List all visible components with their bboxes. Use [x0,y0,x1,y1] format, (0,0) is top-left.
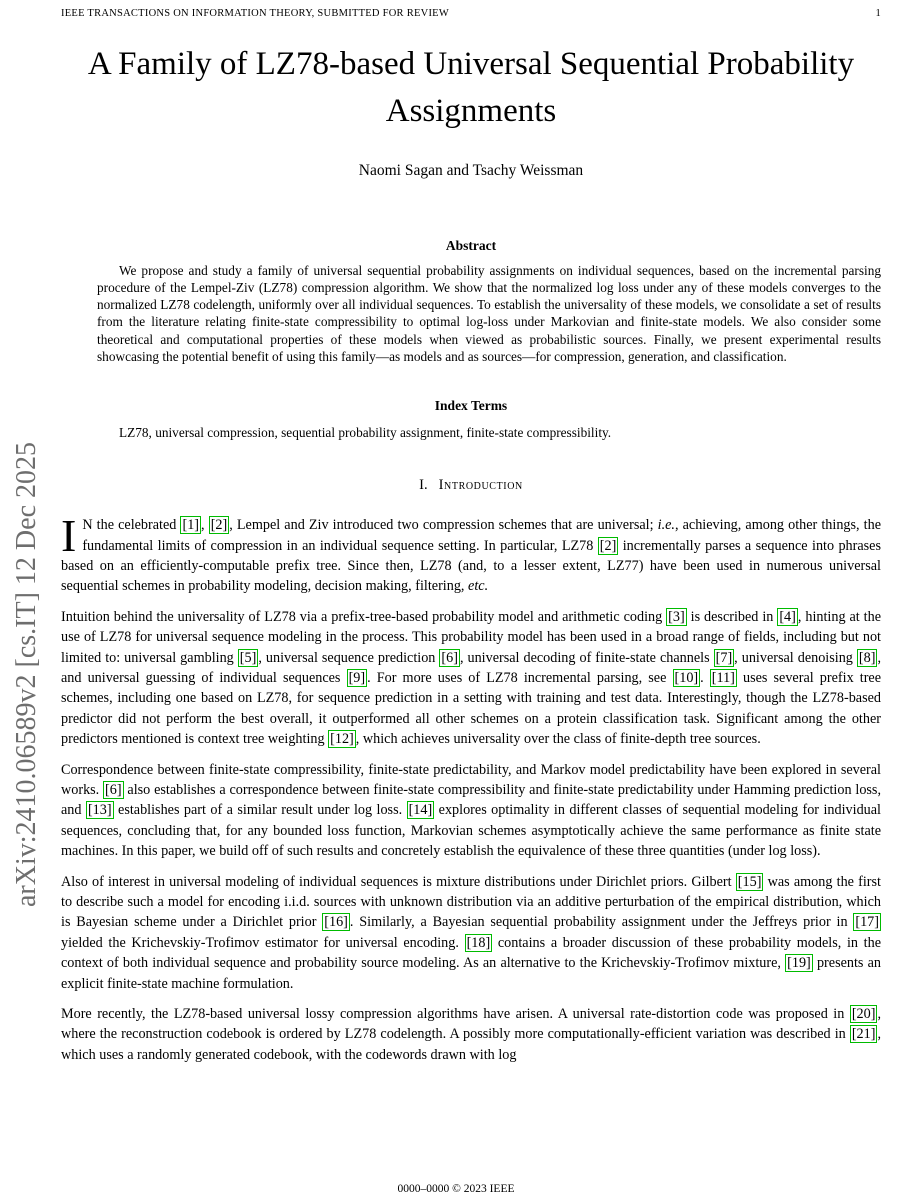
citation-link[interactable]: [8] [858,649,876,666]
citation-link[interactable]: [10] [674,669,699,686]
citation-link[interactable]: [16] [324,914,348,931]
citation-link[interactable]: [6] [105,782,122,799]
section-title: Introduction [438,477,523,494]
running-header-text: IEEE TRANSACTIONS ON INFORMATION THEORY, SUBMITTED FOR REVIEW [61,8,450,19]
citation-link[interactable]: [2] [599,537,617,554]
citation-link[interactable]: [11] [711,669,735,686]
section-heading-introduction [61,477,881,494]
body-paragraph: Intuition behind the universality of LZ78 via a prefix-tree-based probability model and arithmetic coding [3] is described in [4] , hinting at the use of LZ78 for universal sequence modeling in the process. This probability model has been used in a broad range of fields, including but not limited to: universal gambling [5] , universal sequence prediction [6] , universal decoding of finite-state channels [7] , universal denoising [8] , and universal guessing of individual sequences [9] . For more uses of LZ78 incremental parsing, see [10] . [11] uses several prefix tree schemes, including one based on LZ78, for sequence prediction in a setting with training and test data. Interestingly, though the LZ78-based predictor did not perform the best overall, it outperformed all other schemes on a protein classification task. Significant among the other predictors mentioned is context tree weighting [12] , which achieves universality over the class of finite-depth tree sources. [61,608,882,748]
arxiv-watermark: arXiv:2410.06589v2 [cs.IT] 12 Dec 2025 [11,441,42,907]
authors: Naomi Sagan and Tsachy Weissman [358,161,584,179]
body-paragraph: Also of interest in universal modeling of individual sequences is mixture distributions under Dirichlet priors. Gilbert [15] was among the first to describe such a model for encoding i.i.d. sources with unknown distribution via an additive perturbation of the empirical distribution, which is Bayesian scheme under a Dirichlet prior [16] . Similarly, a Bayesian sequential probability assignment under the Jeffreys prior in [17] yielded the Krichevskiy-Trofimov estimator for universal encoding. [18] contains a broader discussion of these probability models, in the context of both individual sequence and probability source modeling. As an alternative to the Krichevskiy-Trofimov mixture, [19] presents an explicit finite-state machine formulation. [61,873,881,992]
section-number: I. [419,477,428,494]
citation-link[interactable]: [14] [408,802,433,819]
citation-link[interactable]: [17] [855,914,879,931]
citation-link[interactable]: [2] [210,517,228,534]
abstract-heading: Abstract [445,237,497,253]
running-header [61,8,881,19]
paper-title: A Family of LZ78-based Universal Sequential Probability Assignments [87,46,855,129]
citation-link[interactable]: [1] [182,517,200,534]
citation-link[interactable]: [15] [737,873,762,890]
drop-cap: I [61,510,77,562]
citation-link[interactable]: [4] [779,608,796,625]
citation-link[interactable]: [13] [87,802,112,819]
citation-link[interactable]: [6] [441,649,458,666]
intro-paragraph-text: N the celebrated [1] , [2] , Lempel and Ziv introduced two compression schemes that are universal; i.e., achieving, among other things, the fundamental limits of compression in an individual sequence setting. In particular, LZ78 [2] incrementally parses a sequence into phrases based on an efficiently-computable prefix tree. Since then, LZ78 (and, to a lesser extent, LZ77) have been used in numerous universal sequential schemes in probability modeling, decision making, filtering, etc. [61,517,882,595]
intro-paragraph [61,510,882,597]
citation-link[interactable]: [3] [668,608,685,625]
citation-link[interactable]: [12] [330,731,354,748]
page-number: 1 [875,8,881,19]
index-terms-heading: Index Terms [434,397,508,413]
citation-link[interactable]: [19] [787,955,811,972]
copyright-footer: 0000–0000 © 2023 IEEE [397,1183,515,1195]
citation-link[interactable]: [21] [851,1026,876,1043]
citation-link[interactable]: [5] [239,649,257,666]
index-terms-text: LZ78, universal compression, sequential probability assignment, finite-state compressibility. [119,424,612,440]
body-paragraph: More recently, the LZ78-based universal lossy compression algorithms have arisen. A universal rate-distortion code was proposed in [20] , where the reconstruction codebook is ordered by LZ78 codelength. A possibly more computationally-efficient variation was described in [21] , which uses a randomly generated codebook, with the codewords drawn with log [61,1006,881,1063]
citation-link[interactable]: [20] [851,1006,876,1023]
abstract-text: We propose and study a family of universal sequential probability assignments on individual sequences, based on the incremental parsing procedure of the Lempel-Ziv (LZ78) compression algorithm. We show that the normalized log loss under any of these models converges to the normalized LZ78 codelength, uniformly over all individual sequences. To establish the universality of these models, we consolidate a set of results from the literature relating finite-state compressibility to optimal log-loss under Markovian and finite-state models. We also consider some theoretical and computational properties of these models when viewed as probabilistic sources. Finally, we present experimental results showcasing the potential benefit of using this family—as models and as sources—for compression, generation, and classification. [97,262,881,364]
body-paragraph: Correspondence between finite-state compressibility, finite-state predictability, and Markov model predictability have been explored in several works. [6] also establishes a correspondence between finite-state compressibility and finite-state predictability under Hamming prediction loss, and [13] establishes part of a similar result under log loss. [14] explores optimality in different classes of sequential modeling for individual sequences, concluding that, for any bounded loss function, Markovian schemes asymptotically achieve the same performance as finite state machines. In this paper, we build off of such results and concretely establish the equivalence of these three quantities (under log loss). [61,761,881,860]
citation-link[interactable]: [18] [466,934,491,951]
citation-link[interactable]: [9] [348,669,366,686]
citation-link[interactable]: [7] [715,649,733,666]
